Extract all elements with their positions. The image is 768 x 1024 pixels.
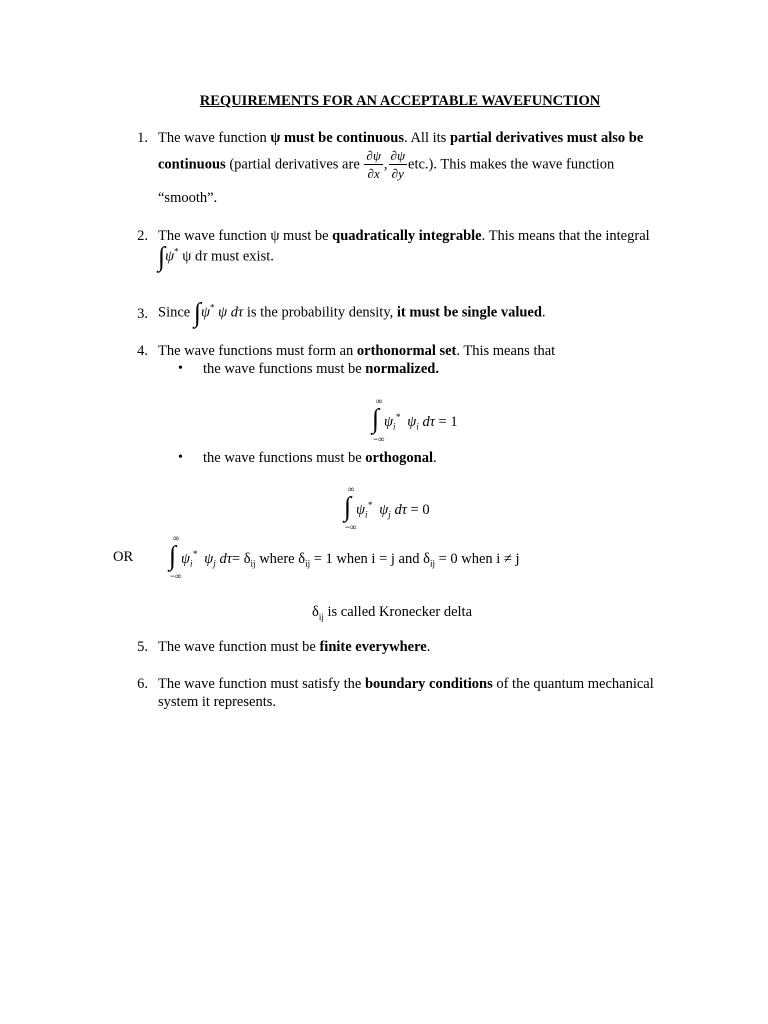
item-1-line-2 [158, 149, 614, 180]
item-6-text: The wave function must satisfy the [158, 676, 365, 692]
delta-symbol: δ [312, 604, 319, 620]
conjugate-star: * [395, 412, 401, 422]
bullet-icon: • [178, 361, 183, 376]
fraction-denominator: ∂y [391, 166, 404, 181]
kronecker-text: where δ [255, 550, 306, 567]
delta-subscript: ij [429, 558, 435, 569]
upper-limit: ∞ [376, 396, 383, 406]
item-5-bold: finite everywhere [319, 639, 427, 655]
item-5-text: . [426, 639, 431, 655]
lower-limit: −∞ [345, 522, 357, 532]
kronecker-text: = 1 when i = j and δ [310, 550, 430, 567]
fraction-denominator: ∂x [367, 166, 380, 181]
item-1-bold-continuous-2: continuous [158, 156, 226, 173]
bullet-bold: orthogonal [365, 450, 433, 466]
item-4-bullet-1 [203, 361, 439, 378]
kronecker-equation [167, 533, 587, 583]
item-4-bold: orthonormal set [356, 343, 457, 359]
bullet-text: . [432, 450, 437, 466]
upper-limit: ∞ [173, 533, 180, 543]
item-5-number: 5. [137, 639, 148, 655]
psi-symbol: ψ [181, 550, 191, 567]
item-3-bold: it must be single valued [396, 304, 542, 321]
bullet-text: the wave functions must be [203, 450, 366, 466]
item-2-bold: quadratically integrable [332, 228, 482, 244]
item-4-text: . This means that [456, 343, 556, 359]
delta-subscript: ij [250, 558, 256, 569]
equation-rhs: = 1 [438, 413, 458, 430]
item-1-text: . All its [404, 130, 450, 146]
item-2-text: . This means that the integral [481, 228, 650, 244]
bullet-icon: • [178, 450, 183, 465]
conjugate-star: * [209, 302, 215, 313]
partial-derivative-y [389, 149, 408, 180]
item-4-bullet-2 [203, 450, 437, 467]
d-tau: dτ [394, 501, 407, 518]
d-tau: dτ [422, 413, 435, 430]
item-1-bold-partial: partial derivatives must also be [449, 130, 644, 146]
item-3-line [158, 297, 546, 328]
psi-symbol: ψ [356, 501, 366, 518]
tau-symbol: τ [202, 248, 208, 265]
item-3-number: 3. [137, 306, 148, 322]
integral-sign: ∫ [169, 540, 177, 571]
lower-limit: −∞ [373, 434, 385, 444]
item-2-number: 2. [137, 228, 148, 244]
item-2-line-1 [158, 228, 650, 245]
orthogonality-equation [342, 484, 462, 534]
d-tau: dτ [219, 550, 232, 567]
integral-expression: ψ dτ [214, 304, 244, 321]
item-3-text: is the probability density, [243, 304, 397, 321]
partial-derivative-x [364, 149, 383, 180]
item-6-line-1 [158, 676, 654, 693]
index-subscript: j [388, 509, 391, 520]
item-4-line-1 [158, 343, 555, 360]
psi-symbol: ψ [407, 413, 417, 430]
conjugate-star: * [174, 246, 179, 257]
index-subscript: i [393, 421, 396, 432]
kronecker-text: = 0 when i ≠ j [434, 550, 520, 567]
fraction-numerator: ∂ψ [390, 148, 406, 163]
item-1-bold-continuous: ψ must be continuous [270, 130, 405, 146]
item-5-text: The wave function must be [158, 639, 320, 655]
bullet-bold: normalized. [365, 361, 439, 377]
psi-symbol: ψ [384, 413, 394, 430]
equals: = [231, 550, 244, 567]
index-subscript: i [190, 558, 193, 569]
integral-expression: ψ d [178, 248, 203, 265]
item-1-text: etc.). This makes the wave function [408, 156, 615, 173]
item-2-line-2 [158, 241, 274, 272]
item-1-text: The wave function [158, 130, 271, 146]
index-subscript: j [213, 558, 216, 569]
item-6-line-2: system it represents. [158, 694, 276, 710]
lower-limit: −∞ [170, 571, 182, 581]
psi-symbol: ψ [204, 550, 214, 567]
orthogonality-integrand [356, 500, 430, 520]
item-1-text: (partial derivatives are [225, 156, 364, 173]
item-4-number: 4. [137, 343, 148, 359]
index-subscript: i [365, 509, 368, 520]
bullet-text: the wave functions must be [203, 361, 366, 377]
delta-subscript: ij [318, 611, 324, 622]
comma: , [383, 156, 388, 173]
page-title: REQUIREMENTS FOR AN ACCEPTABLE WAVEFUNCTION [199, 93, 601, 109]
normalization-integrand [384, 412, 458, 432]
or-label: OR [113, 549, 134, 565]
item-2-text: The wave function ψ must be [158, 228, 333, 244]
psi-symbol: ψ [379, 501, 389, 518]
integral-sign: ∫ [193, 297, 201, 328]
index-subscript: i [416, 421, 419, 432]
item-4-text: The wave functions must form an [158, 343, 357, 359]
psi-symbol: ψ [165, 248, 175, 265]
conjugate-star: * [192, 549, 198, 559]
conjugate-star: * [367, 500, 373, 510]
item-6-bold: boundary conditions [364, 676, 493, 692]
item-6-number: 6. [137, 676, 148, 692]
item-1-number: 1. [137, 130, 148, 146]
integral-sign: ∫ [344, 491, 352, 522]
item-3-text: . [541, 304, 546, 321]
kronecker-caption [312, 604, 472, 622]
kronecker-integrand [181, 549, 520, 569]
integral-sign: ∫ [372, 403, 380, 434]
item-2-text: must exist. [207, 248, 274, 265]
psi-symbol: ψ [200, 304, 210, 321]
delta-symbol: δ [243, 550, 251, 567]
equation-rhs: = 0 [410, 501, 430, 518]
normalization-equation [370, 396, 480, 446]
fraction-numerator: ∂ψ [366, 148, 381, 163]
delta-subscript: ij [305, 558, 311, 569]
integral-sign: ∫ [158, 241, 166, 272]
upper-limit: ∞ [348, 484, 355, 494]
item-6-text: of the quantum mechanical [492, 676, 654, 692]
item-1-line-1 [158, 130, 643, 147]
item-1-line-3: “smooth”. [158, 190, 218, 206]
item-3-text: Since [158, 304, 194, 321]
item-5-line [158, 639, 430, 656]
kronecker-caption-text: is called Kronecker delta [323, 604, 473, 620]
